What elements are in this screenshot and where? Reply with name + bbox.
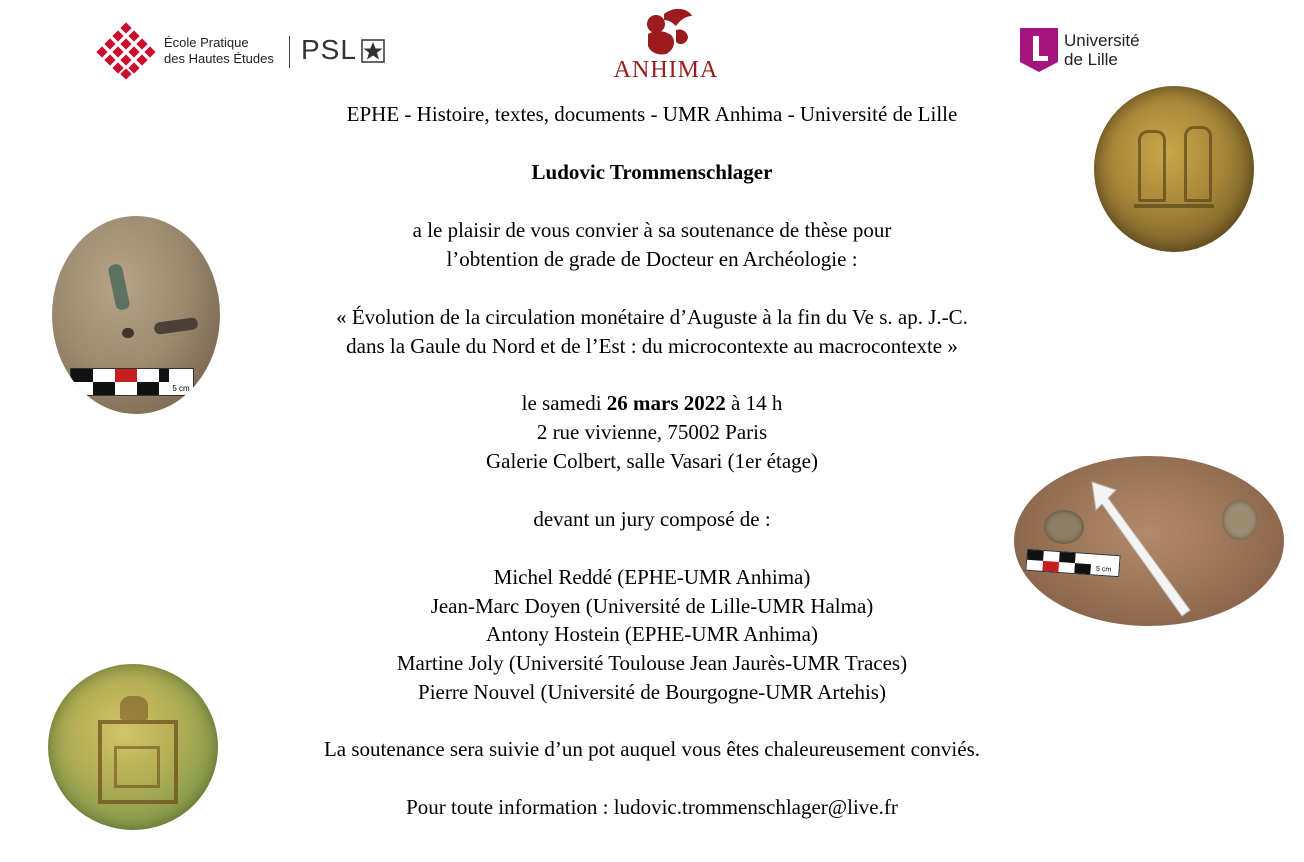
thesis-title-line-1: « Évolution de la circulation monétaire d’Auguste à la fin du Ve s. ap. J.-C. bbox=[336, 305, 968, 329]
jury-member: Antony Hostein (EPHE-UMR Anhima) bbox=[486, 622, 818, 646]
ephe-diamond-icon bbox=[96, 22, 156, 80]
intro-line-2: l’obtention de grade de Docteur en Archéologie : bbox=[446, 247, 858, 271]
jury-member: Martine Joly (Université Toulouse Jean Jaurès-UMR Traces) bbox=[396, 651, 908, 675]
lille-line1: Université bbox=[1064, 31, 1140, 50]
jury-intro: devant un jury composé de : bbox=[533, 507, 771, 531]
scale-label-left: 5 cm bbox=[172, 384, 190, 393]
jury-member: Michel Reddé (EPHE-UMR Anhima) bbox=[493, 565, 811, 589]
anhima-logo bbox=[610, 6, 722, 84]
candidate-name: Ludovic Trommenschlager bbox=[531, 160, 773, 184]
date-bold: 26 mars 2022 bbox=[606, 391, 726, 415]
venue-line: Galerie Colbert, salle Vasari (1er étage) bbox=[486, 449, 818, 473]
address-line: 2 rue vivienne, 75002 Paris bbox=[536, 420, 768, 444]
anhima-emblem-icon bbox=[636, 6, 696, 58]
psl-text: PSL bbox=[301, 34, 357, 65]
lille-mark-icon bbox=[1020, 28, 1058, 72]
date-suffix: à 14 h bbox=[725, 391, 783, 415]
ephe-logo bbox=[96, 22, 396, 82]
reception-line: La soutenance sera suivie d’un pot auquel vous êtes chaleureusement conviés. bbox=[323, 737, 981, 761]
ephe-line1: École Pratique bbox=[164, 35, 249, 50]
coin-exergue bbox=[1134, 204, 1214, 208]
lille-logo bbox=[1020, 28, 1170, 74]
header-line: EPHE - Histoire, textes, documents - UMR Anhima - Université de Lille bbox=[346, 102, 958, 126]
jury-member: Jean-Marc Doyen (Université de Lille-UMR Halma) bbox=[430, 594, 874, 618]
date-line bbox=[0, 390, 1304, 416]
ephe-divider bbox=[289, 36, 290, 68]
anhima-text: ANHIMA bbox=[613, 57, 719, 83]
thesis-title-line-2: dans la Gaule du Nord et de l’Est : du microcontexte au macrocontexte » bbox=[346, 334, 958, 358]
contact-line: Pour toute information : ludovic.trommenschlager@live.fr bbox=[406, 795, 898, 819]
lille-line2: de Lille bbox=[1064, 50, 1118, 69]
date-prefix: le samedi bbox=[521, 391, 607, 415]
intro-line-1: a le plaisir de vous convier à sa soutenance de thèse pour bbox=[412, 218, 892, 242]
psl-star-icon bbox=[361, 39, 385, 63]
ephe-line2: des Hautes Études bbox=[164, 51, 274, 66]
jury-member: Pierre Nouvel (Université de Bourgogne-UMR Artehis) bbox=[418, 680, 886, 704]
scale-label-right: 5 cm bbox=[1095, 565, 1112, 574]
